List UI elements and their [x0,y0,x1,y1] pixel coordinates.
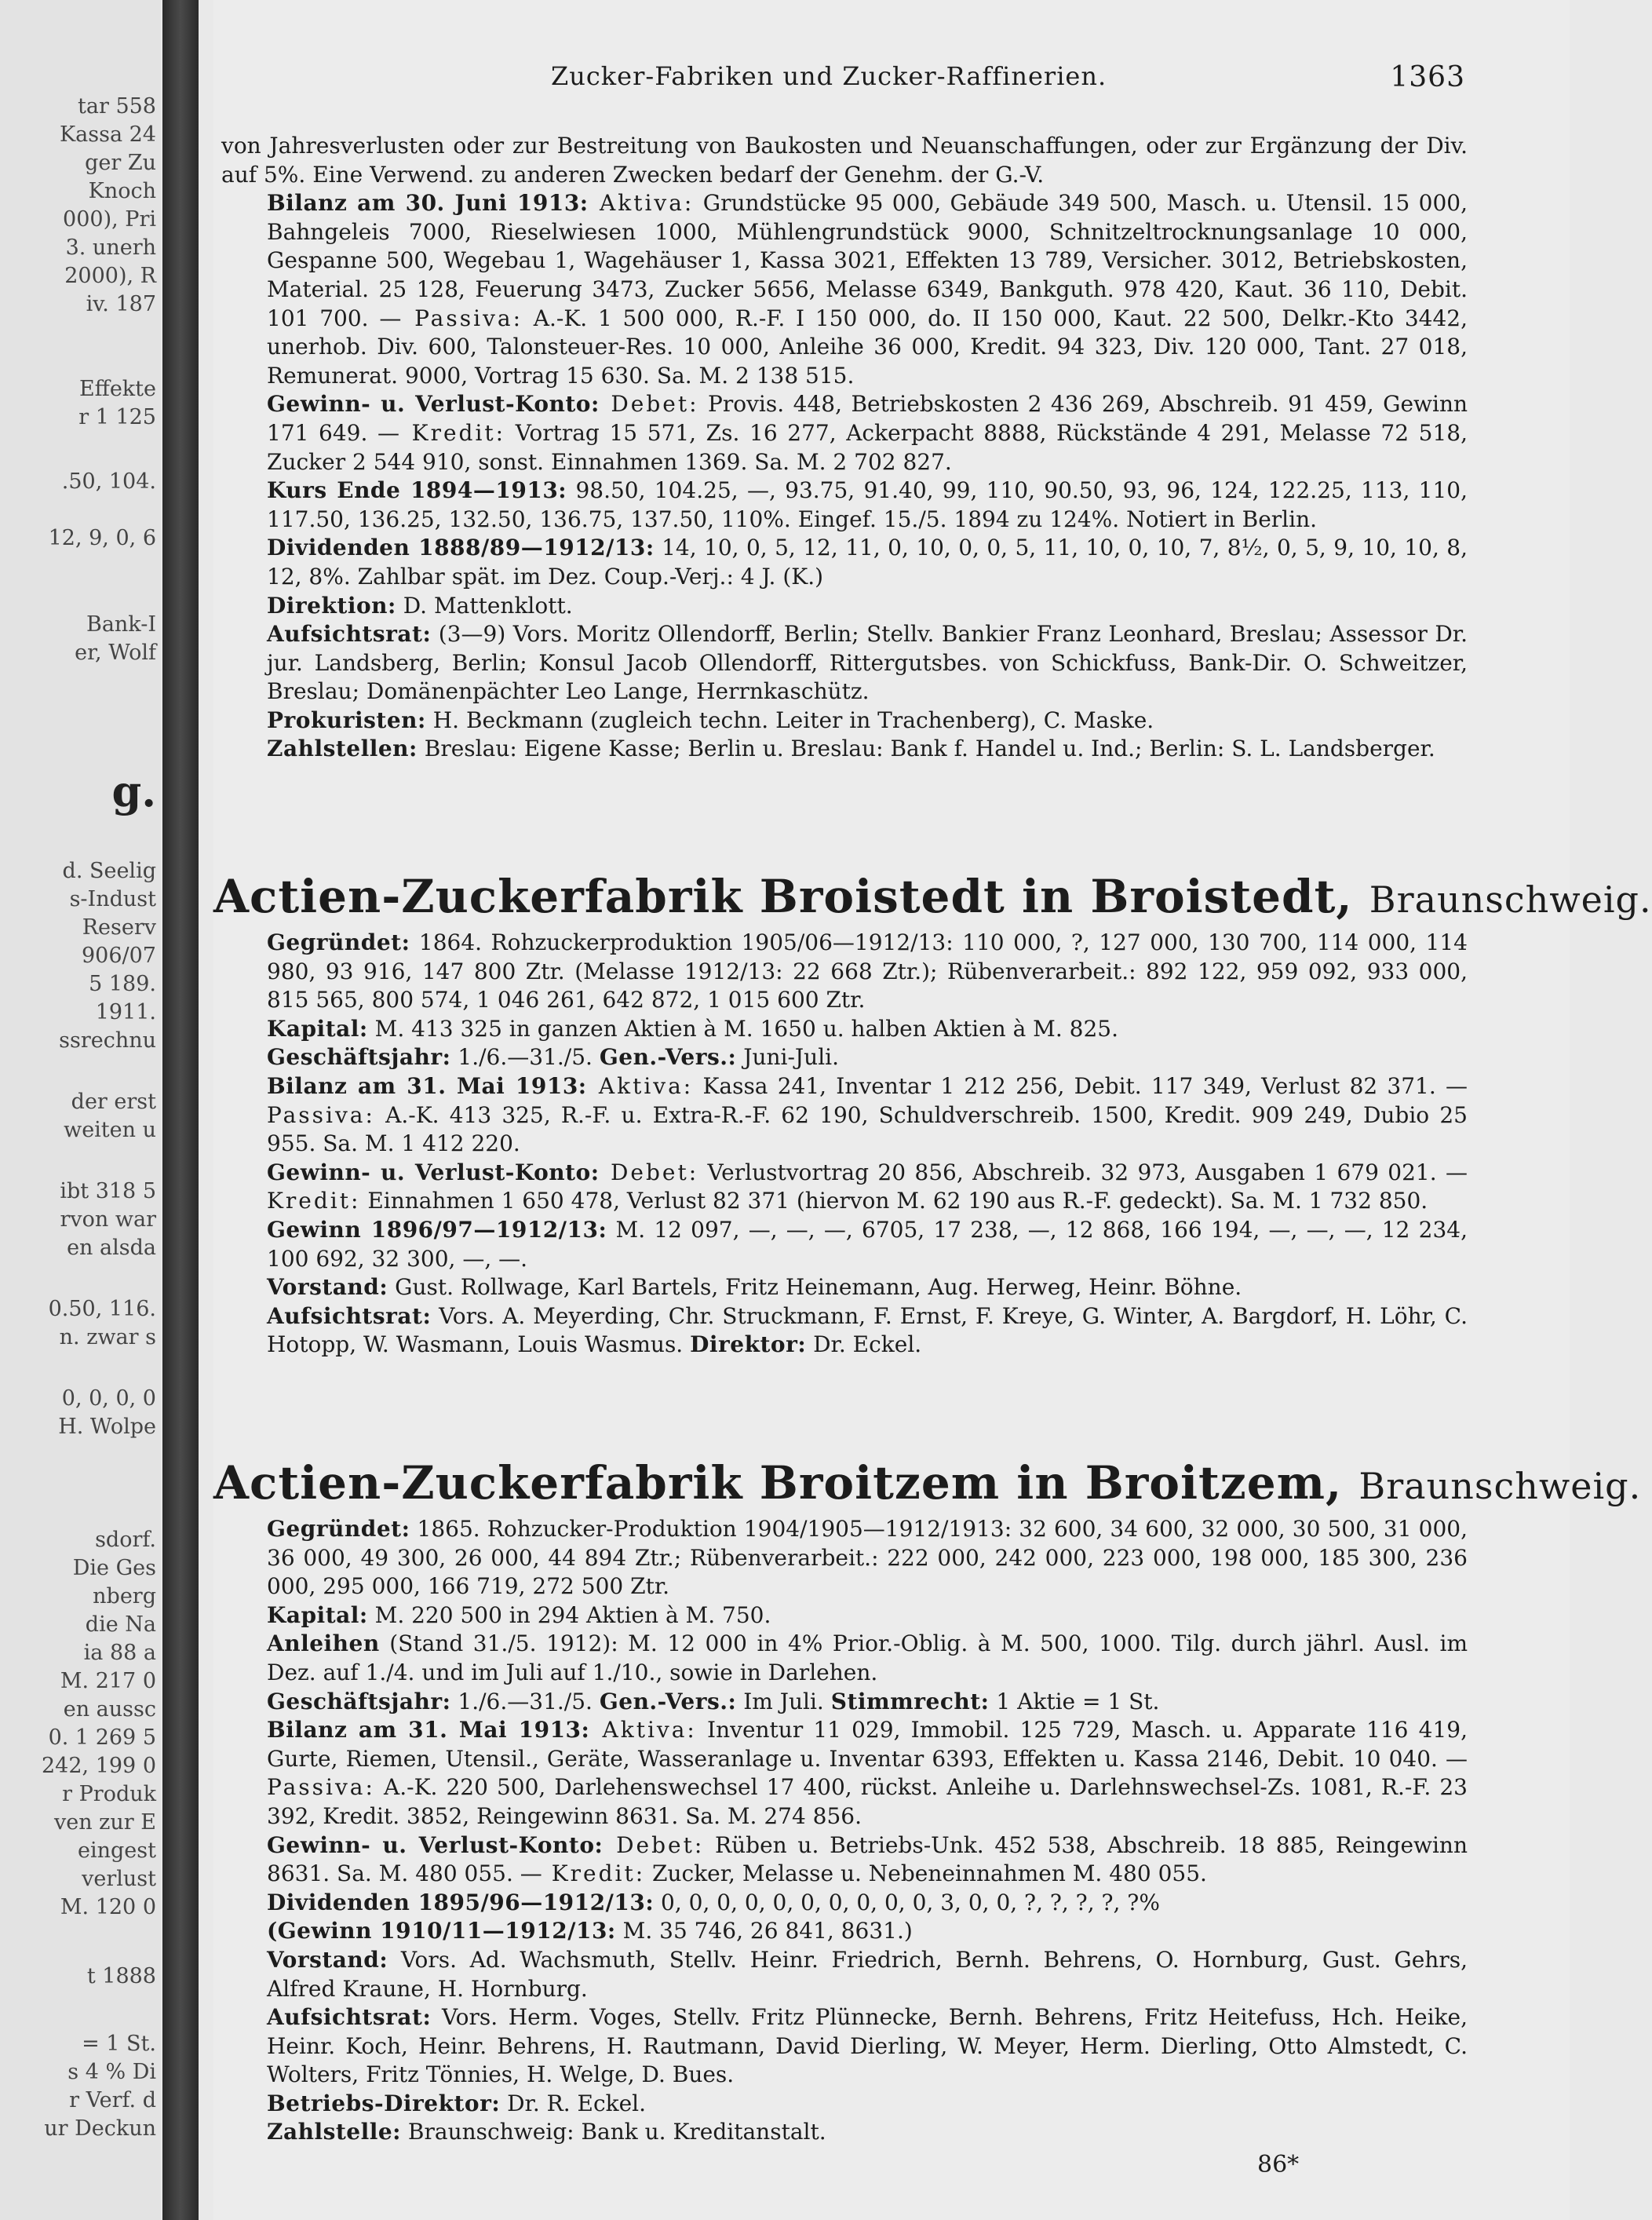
company-title-broitzem [213,1454,1642,1515]
field-label: Bilanz am 30. Juni 1913: [267,190,589,217]
field-text: Gust. Rollwage, Karl Bartels, Fritz Heinemann, Aug. Herweg, Heinr. Böhne. [388,1274,1242,1301]
facing-page-text: verlust [82,1867,156,1891]
field-text: 1864. Rohzuckerproduktion 1905/06—1912/13: 110 000, ?, 127 000, 130 700, 114 000, 114 980, 93 916, 147 800 Ztr. (Melasse 1912/13: 22 668 Ztr.); Rübenverarbeit.: 892 122, 959 092, 933 000, 815 565, 800 574, 1 046 261, 642 872, 1 015 600 Ztr. [267,929,1468,1013]
facing-page-text: Kassa 24 [59,122,156,147]
entry-paragraph [213,707,1468,736]
entry-paragraph [213,534,1468,591]
facing-page-text: ibt 318 5 [60,1179,156,1203]
section-broitzem [213,1454,1642,2147]
page [213,0,1652,2220]
field-text: 1865. Rohzucker-Produktion 1904/1905—1912/1913: 32 600, 34 600, 32 000, 30 500, 31 000, 36 000, 49 300, 26 000, 44 894 Ztr.; Rübenverarbeit.: 222 000, 242 000, 223 000, 198 000, 185 300, 236 000, 295 000, 166 719, 272 500 Ztr. [267,1516,1468,1600]
field-text: M. 220 500 in 294 Aktien à M. 750. [367,1601,771,1628]
entry-paragraph [213,1072,1468,1159]
entry-paragraph [213,476,1468,534]
field-text: (Stand 31./5. 1912): M. 12 000 in 4% Prior.-Oblig. à M. 500, 1000. Tilg. durch jährl. Ausl. im Dez. auf 1./4. und im Juli auf 1./10., sowie in Darlehen. [267,1630,1468,1685]
facing-page-text: g. [111,766,156,816]
facing-page-text: 0.50, 116. [48,1297,156,1321]
facing-page-text: s 4 % Di [67,2060,156,2084]
field-label: Geschäftsjahr: [267,1044,451,1071]
company-name: Actien-Zuckerfabrik Broitzem in Broitzem, [213,1456,1343,1510]
field-label: Dividenden 1888/89—1912/13: [267,535,655,561]
facing-page-text: M. 120 0 [60,1895,156,1919]
book-gutter [162,0,199,2220]
field-text: Braunschweig: Bank u. Kreditanstalt. [401,2119,826,2145]
field-label: Geschäftsjahr: [267,1688,451,1714]
field-text: M. 413 325 in ganzen Aktien à M. 1650 u. halben Aktien à M. 825. [367,1015,1118,1042]
signature-mark: 86* [1257,2151,1300,2178]
entry-paragraph [213,1917,1468,1946]
field-label: Gewinn- u. Verlust-Konto: [267,391,600,418]
facing-page-text: nberg [93,1584,156,1608]
facing-page-text: ven zur E [53,1810,156,1835]
entry-paragraph [213,1302,1468,1360]
facing-page-text: rvon war [60,1207,156,1232]
field-text: Kassa 241, Inventar 1 212 256, Debit. 117 349, Verlust 82 371. — [693,1072,1468,1099]
field-label: Aufsichtsrat: [267,621,432,648]
facing-page-text: Bank-I [86,612,156,637]
entry-paragraph [213,1043,1468,1072]
running-title: Zucker-Fabriken und Zucker-Raffinerien. [551,61,1107,91]
entry-paragraph [213,1515,1468,1601]
field-label: Stimmrecht: [830,1688,990,1714]
entry-body [213,1515,1468,2147]
field-text: Einnahmen 1 650 478, Verlust 82 371 (hiervon M. 62 190 aus R.-F. gedeckt). Sa. M. 1 732 850. [360,1188,1428,1214]
page-number: 1363 [1390,61,1465,93]
field-text: Vors. Ad. Wachsmuth, Stellv. Heinr. Friedrich, Bernh. Behrens, O. Hornburg, Gust. Gehrs, Alfred Kraune, H. Hornburg. [267,1946,1468,2002]
facing-page-text: 5 189. [89,972,156,996]
field-text: 98.50, 104.25, —, 93.75, 91.40, 99, 110, 90.50, 93, 96, 124, 122.25, 113, 110, 117.50, 136.25, 132.50, 136.75, 137.50, 110%. Eingef. 15./5. 1894 zu 124%. Notiert in Berlin. [267,477,1468,532]
facing-page-text: ger Zu [85,151,156,175]
company-title-broistedt [213,867,1652,929]
field-label: Gegründet: [267,1516,410,1542]
facing-page-text: Reserv [82,915,156,940]
field-label: Gewinn- u. Verlust-Konto: [267,1159,600,1185]
entry-paragraph [213,2090,1468,2119]
entry-paragraph [213,390,1468,476]
field-label: Gen.-Vers.: [599,1044,737,1071]
field-label: Kurs Ende 1894—1913: [267,477,567,504]
field-text: 14, 10, 0, 5, 12, 11, 0, 10, 0, 0, 5, 11, 10, 0, 10, 7, 8½, 0, 5, 9, 10, 10, 8, 12, 8%. Zahlbar spät. im Dez. Coup.-Verj.: 4 J. (K.) [267,535,1468,590]
entry-paragraph [213,1688,1468,1717]
facing-page-text: 000), Pri [63,207,156,232]
entry-paragraph [213,1273,1468,1302]
field-text: Inventur 11 029, Immobil. 125 729, Masch. u. Apparate 116 419, Gurte, Riemen, Utensil., Geräte, Wasseranlage u. Inventar 6393, Effekten u. Kassa 2146, Debit. 10 040. — [267,1717,1468,1772]
field-label: Betriebs-Direktor: [267,2090,501,2116]
entry-paragraph [213,189,1468,390]
field-label: Vorstand: [267,1946,388,1973]
field-text: 1./6.—31./5. [450,1044,600,1071]
account-side-label: Debet: [599,391,699,418]
facing-page-text: Die Ges [72,1556,156,1580]
facing-page-text: r Verf. d [69,2088,156,2112]
facing-page-text: iv. 187 [86,292,156,316]
account-side-label: Aktiva: [588,190,695,217]
account-side-label: Debet: [603,1831,705,1858]
field-text: A.-K. 1 500 000, R.-F. I 150 000, do. II 150 000, Kaut. 22 500, Delkr.-Kto 3442, unerhob. Div. 600, Talonsteuer-Res. 10 000, Anleihe 36 000, Kredit. 94 323, Div. 120 000, Tant. 27 018, Remunerat. 9000, Vortrag 15 630. Sa. M. 2 138 515. [267,305,1468,389]
facing-page-text: eingest [78,1838,156,1863]
entry-paragraph [213,1601,1468,1630]
field-text: Im Juli. [736,1688,831,1714]
account-side-label: Aktiva: [586,1072,694,1099]
facing-page-text: 242, 199 0 [42,1754,156,1778]
field-label: Direktion: [267,592,396,619]
facing-page-text: er, Wolf [75,641,156,665]
facing-page-text: en aussc [63,1697,156,1722]
entry-paragraph [213,1889,1468,1918]
field-label: Zahlstelle: [267,2119,402,2145]
entry-paragraph [213,1831,1468,1889]
field-label: Gegründet: [267,929,410,955]
facing-page-text: M. 217 0 [60,1669,156,1693]
facing-page-text: 906/07 [82,944,156,968]
field-text: Vortrag 15 571, Zs. 16 277, Ackerpacht 8888, Rückstände 4 291, Melasse 72 518, Zucker 2 544 910, sonst. Einnahmen 1369. Sa. M. 2 702 827. [267,419,1468,475]
field-text: 1./6.—31./5. [450,1688,600,1714]
facing-page-text: die Na [85,1612,156,1637]
facing-page-text: tar 558 [78,94,156,119]
facing-page-text: weiten u [64,1118,156,1142]
entry-paragraph [213,1716,1468,1831]
entry-body [213,929,1468,1360]
facing-page-text: ia 88 a [83,1641,156,1665]
account-side-label: Passiva: [401,305,523,331]
facing-page-text: d. Seelig [62,859,156,883]
field-text: 1 Aktie = 1 St. [989,1688,1160,1714]
field-label: Gen.-Vers.: [599,1688,737,1714]
facing-page-text: = 1 St. [82,2032,156,2056]
facing-page-fragment [0,0,161,2220]
field-label: Gewinn- u. Verlust-Konto: [267,1831,604,1858]
entry-paragraph [213,1630,1468,1687]
facing-page-text: n. zwar s [59,1325,156,1349]
facing-page-text: Effekte [78,377,156,401]
field-text: Vors. Herm. Voges, Stellv. Fritz Plünnecke, Bernh. Behrens, Fritz Heitefuss, Hch. Heike, Heinr. Koch, Heinr. Behrens, H. Rautmann, David Dierling, W. Meyer, Herm. Dierling, Otto Almstedt, C. Wolters, Fritz Tönnies, H. Welge, D. Bues. [267,2004,1468,2088]
section-broistedt [213,867,1652,1360]
entry-paragraph [213,2118,1468,2147]
field-label: Vorstand: [267,1274,388,1301]
entry-paragraph [213,1159,1468,1216]
field-label: Gewinn 1896/97—1912/13: [267,1216,607,1243]
field-text: Dr. R. Eckel. [500,2090,647,2116]
facing-page-text: en alsda [67,1236,156,1260]
field-label: Prokuristen: [267,707,426,733]
facing-page-text: 0. 1 269 5 [48,1725,156,1750]
field-label: Aufsichtsrat: [267,2004,432,2031]
facing-page-text: sdorf. [95,1528,156,1552]
account-side-label: Kredit: [542,1860,646,1887]
account-side-label: Kredit: [267,1188,361,1214]
entry-paragraph [213,1015,1468,1044]
entry-paragraph [213,929,1468,1015]
field-text: M. 12 097, —, —, —, 6705, 17 238, —, 12 868, 166 194, —, —, —, 12 234, 100 692, 32 300, —, —. [267,1216,1468,1272]
facing-page-text: .50, 104. [61,469,156,494]
field-text: Grundstücke 95 000, Gebäude 349 500, Masch. u. Utensil. 15 000, Bahngeleis 7000, Rieselwiesen 1000, Mühlengrundstück 9000, Schnitzeltrocknungsanlage 10 000, Gespanne 500, Wegebau 1, Wagehäuser 1, Kassa 3021, Effekten 13 789, Versicher. 3012, Betriebskosten, Material. 25 128, Feuerung 3473, Zucker 5656, Melasse 6349, Bankguth. 978 420, Kaut. 36 110, Debit. 101 700. — [267,190,1468,331]
facing-page-text: 0, 0, 0, 0 [61,1386,156,1411]
facing-page-text: r 1 125 [78,405,156,429]
field-text: M. 35 746, 26 841, 8631.) [615,1918,913,1944]
field-label: Bilanz am 31. Mai 1913: [267,1717,590,1744]
facing-page-text: 12, 9, 0, 6 [48,526,156,550]
field-text: Rüben u. Betriebs-Unk. 452 538, Abschreib. 18 885, Reingewinn 8631. Sa. M. 480 055. — [267,1831,1468,1887]
field-label: Kapital: [267,1601,368,1628]
company-name: Actien-Zuckerfabrik Broistedt in Broistedt, [213,870,1353,923]
field-text: H. Beckmann (zugleich techn. Leiter in Trachenberg), C. Maske. [425,707,1154,733]
field-text: 0, 0, 0, 0, 0, 0, 0, 0, 0, 0, 3, 0, 0, ?, ?, ?, ?, ?% [654,1889,1160,1915]
facing-page-text: Knoch [88,179,156,203]
field-text: Dr. Eckel. [806,1331,922,1358]
field-label: Zahlstellen: [267,736,418,762]
field-text: D. Mattenklott. [396,592,573,619]
facing-page-text: s-Indust [69,887,156,911]
entry-paragraph [213,2003,1468,2090]
facing-page-text: 1911. [95,1000,156,1024]
facing-page-text: 2000), R [64,264,156,288]
field-text: Provis. 448, Betriebskosten 2 436 269, Abschreib. 91 459, Gewinn 171 649. — [267,391,1468,446]
field-label: (Gewinn 1910/11—1912/13: [267,1918,616,1944]
entry-paragraph [213,592,1468,621]
field-label: Aufsichtsrat: [267,1302,432,1329]
account-side-label: Debet: [599,1159,699,1185]
account-side-label: Passiva: [267,1101,375,1128]
field-text: Zucker, Melasse u. Nebeneinnahmen M. 480 055. [645,1860,1207,1887]
account-side-label: Aktiva: [589,1717,697,1744]
facing-page-text: t 1888 [86,1964,156,1988]
field-text: Juni-Juli. [736,1044,840,1071]
field-text: Verlustvortrag 20 856, Abschreib. 32 973, Ausgaben 1 679 021. — [698,1159,1468,1185]
field-label: Direktor: [690,1331,807,1358]
facing-page-text: ssrechnu [59,1028,156,1053]
field-label: Bilanz am 31. Mai 1913: [267,1072,587,1099]
account-side-label: Kredit: [399,419,506,446]
field-text: A.-K. 220 500, Darlehenswechsel 17 400, rückst. Anleihe u. Darlehnswechsel-Zs. 1081, R.-F. 23 392, Kredit. 3852, Reingewinn 8631. Sa. M. 274 856. [267,1774,1468,1829]
field-text: von Jahresverlusten oder zur Bestreitung von Baukosten und Neuanschaffungen, oder zur Ergänzung der Div. auf 5%. Eine Verwend. zu anderen Zwecken bedarf der Genehm. der G.-V. [221,133,1468,188]
entry-paragraph [213,132,1468,189]
facing-page-text: ur Deckun [44,2116,156,2141]
entry-paragraph [213,620,1468,707]
field-text: Breslau: Eigene Kasse; Berlin u. Breslau: Bank f. Handel u. Ind.; Berlin: S. L. Landsberger. [417,736,1435,762]
facing-page-text: der erst [71,1090,156,1114]
field-label: Anleihen [267,1630,380,1657]
section-previous-company [213,132,1468,764]
field-label: Dividenden 1895/96—1912/13: [267,1889,655,1915]
company-region: Braunschweig. [1358,1465,1642,1507]
field-text: A.-K. 413 325, R.-F. u. Extra-R.-F. 62 190, Schuldverschreib. 1500, Kredit. 909 249, Dubio 25 955. Sa. M. 1 412 220. [267,1101,1468,1157]
facing-page-text: 3. unerh [65,236,156,260]
company-region: Braunschweig. [1369,878,1652,921]
facing-page-text: r Produk [62,1782,156,1806]
field-label: Kapital: [267,1015,368,1042]
running-header [213,61,1465,100]
facing-page-text: H. Wolpe [58,1415,156,1439]
entry-paragraph [213,735,1468,764]
field-text: Vors. A. Meyerding, Chr. Struckmann, F. Ernst, F. Kreye, G. Winter, A. Bargdorf, H. Löhr, C. Hotopp, W. Wasmann, Louis Wasmus. [267,1302,1468,1358]
entry-paragraph [213,1216,1468,1273]
entry-paragraph [213,1946,1468,2003]
account-side-label: Passiva: [267,1774,375,1801]
field-text: (3—9) Vors. Moritz Ollendorff, Berlin; Stellv. Bankier Franz Leonhard, Breslau; Assessor Dr. jur. Landsberg, Berlin; Konsul Jacob Ollendorff, Rittergutsbes. von Schickfuss, Bank-Dir. O. Schweitzer, Breslau; Domänenpächter Leo Lange, Herrnkaschütz. [267,621,1468,705]
